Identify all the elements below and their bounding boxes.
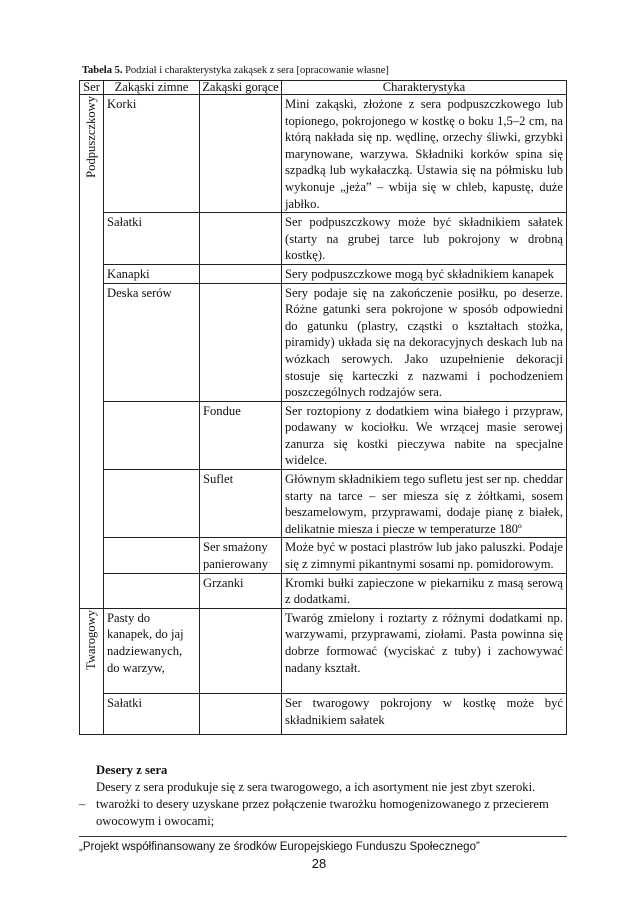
hot-cell — [200, 608, 282, 693]
section-intro: Desery z sera produkuje się z sera twarogowego, a ich asortyment nie jest zbyt szeroki. — [96, 780, 536, 794]
header-characteristics: Charakterystyka — [282, 81, 567, 95]
cold-cell: Pasty do kanapek, do jaj nadziewanych, do warzyw, — [104, 608, 200, 693]
table-caption-label: Tabela 5. — [82, 65, 123, 76]
cold-cell: Sałatki — [104, 694, 200, 735]
hot-cell: Suflet — [200, 470, 282, 538]
desc-cell: Ser roztopiony z dodatkiem wina białego i przypraw, podawany w kociołku. We wrzącej masie serowej zanurza się kostki pieczywa nabite na specjalne widelce. — [282, 401, 567, 469]
hot-cell: Fondue — [200, 401, 282, 469]
header-ser: Ser — [80, 81, 104, 95]
table-caption-text: Podział i charakterystyka zakąsek z sera [opracowanie własne] — [122, 65, 389, 76]
hot-cell — [200, 95, 282, 213]
table-row — [80, 401, 567, 469]
cold-cell — [104, 573, 200, 608]
desc-cell: Może być w postaci plastrów lub jako paluszki. Podaje się z zimnymi pikantnymi sosami np. pomidorowym. — [282, 538, 567, 573]
hot-cell — [200, 213, 282, 265]
hot-cell — [200, 283, 282, 401]
desc-cell: Twaróg zmielony i roztarty z różnymi dodatkami np. warzywami, przyprawami, ziołami. Pasta powinna się dobrze formować (wyciskać z tuby) i zachowywać nadany kształt. — [282, 608, 567, 693]
footer-divider — [79, 836, 567, 837]
cold-cell — [104, 470, 200, 538]
desc-cell: Mini zakąski, złożone z sera podpuszczkowego lub topionego, pokrojonego w kostkę o boku 1,5–2 cm, na którą nakłada się np. wędlinę, orzechy śliwki, grzybki marynowane, warzywa. Składniki korków spina się szpadką lub wykałaczką. Ustawia się na półmisku lub wykonuje „jeża” – wbija się w chleb, kapustę, duże jabłko. — [282, 95, 567, 213]
cold-cell: Sałatki — [104, 213, 200, 265]
table-row — [80, 573, 567, 608]
table-row — [80, 470, 567, 538]
desc-cell: Sery podaje się na zakończenie posiłku, po deserze. Różne gatunki sera pokrojone w sposób odpowiedni do gatunku (plastry, cząstki o kształtach stożka, piramidy) układa się na dekoracyjnych deskach lub na wózkach serowych. Jako uzupełnienie dekoracji stosuje się karteczki z nazwami i pochodzeniem poszczególnych rodzajów sera. — [282, 283, 567, 401]
group-label-twarogowy: Twarogowy — [84, 609, 99, 670]
table-row — [80, 608, 567, 693]
hot-cell: Ser smażony panierowany — [200, 538, 282, 573]
cold-cell: Deska serów — [104, 283, 200, 401]
table-row — [80, 694, 567, 735]
table-row — [80, 264, 567, 283]
table-row — [80, 538, 567, 573]
table-row — [80, 95, 567, 213]
hot-cell — [200, 694, 282, 735]
footer-text: „Projekt współfinansowany ze środków Europejskiego Funduszu Społecznego” — [79, 841, 480, 853]
header-cold: Zakąski zimne — [104, 81, 200, 95]
desc-cell: Ser podpuszczkowy może być składnikiem sałatek (starty na grubej tarce lub pokrojony w drobną kostkę). — [282, 213, 567, 265]
desc-cell: Głównym składnikiem tego sufletu jest ser np. cheddar starty na tarce – ser miesza się z żółtkami, sosem beszamelowym, przyprawami, dodaje pianę z białek, delikatnie miesza i piecze w temperaturze 180º — [282, 470, 567, 538]
cold-cell — [104, 538, 200, 573]
group-label-podpuszczkowy: Podpuszczkowy — [84, 96, 99, 178]
desc-cell: Sery podpuszczkowe mogą być składnikiem kanapek — [282, 264, 567, 283]
table-row — [80, 213, 567, 265]
group-cell-podpuszczkowy — [80, 95, 104, 609]
group-cell-twarogowy — [80, 608, 104, 735]
table-row — [80, 283, 567, 401]
header-hot: Zakąski gorące — [200, 81, 282, 95]
hot-cell — [200, 264, 282, 283]
bullet-text: twarożki to desery uzyskane przez połączenie twarożku homogenizowanego z przecierem owocowym i owocami; — [96, 797, 549, 828]
cold-cell: Kanapki — [104, 264, 200, 283]
desc-cell: Kromki bułki zapieczone w piekarniku z masą serową z dodatkami. — [282, 573, 567, 608]
section-heading: Desery z sera — [96, 763, 168, 777]
page-number: 28 — [311, 856, 327, 871]
cold-cell: Korki — [104, 95, 200, 213]
bullet-dash: – — [79, 797, 86, 811]
table-header-row — [80, 81, 567, 95]
table-caption — [82, 65, 389, 76]
hot-cell: Grzanki — [200, 573, 282, 608]
desc-cell: Ser twarogowy pokrojony w kostkę może być składnikiem sałatek — [282, 694, 567, 735]
cheese-appetizer-table — [79, 80, 567, 735]
cold-cell — [104, 401, 200, 469]
